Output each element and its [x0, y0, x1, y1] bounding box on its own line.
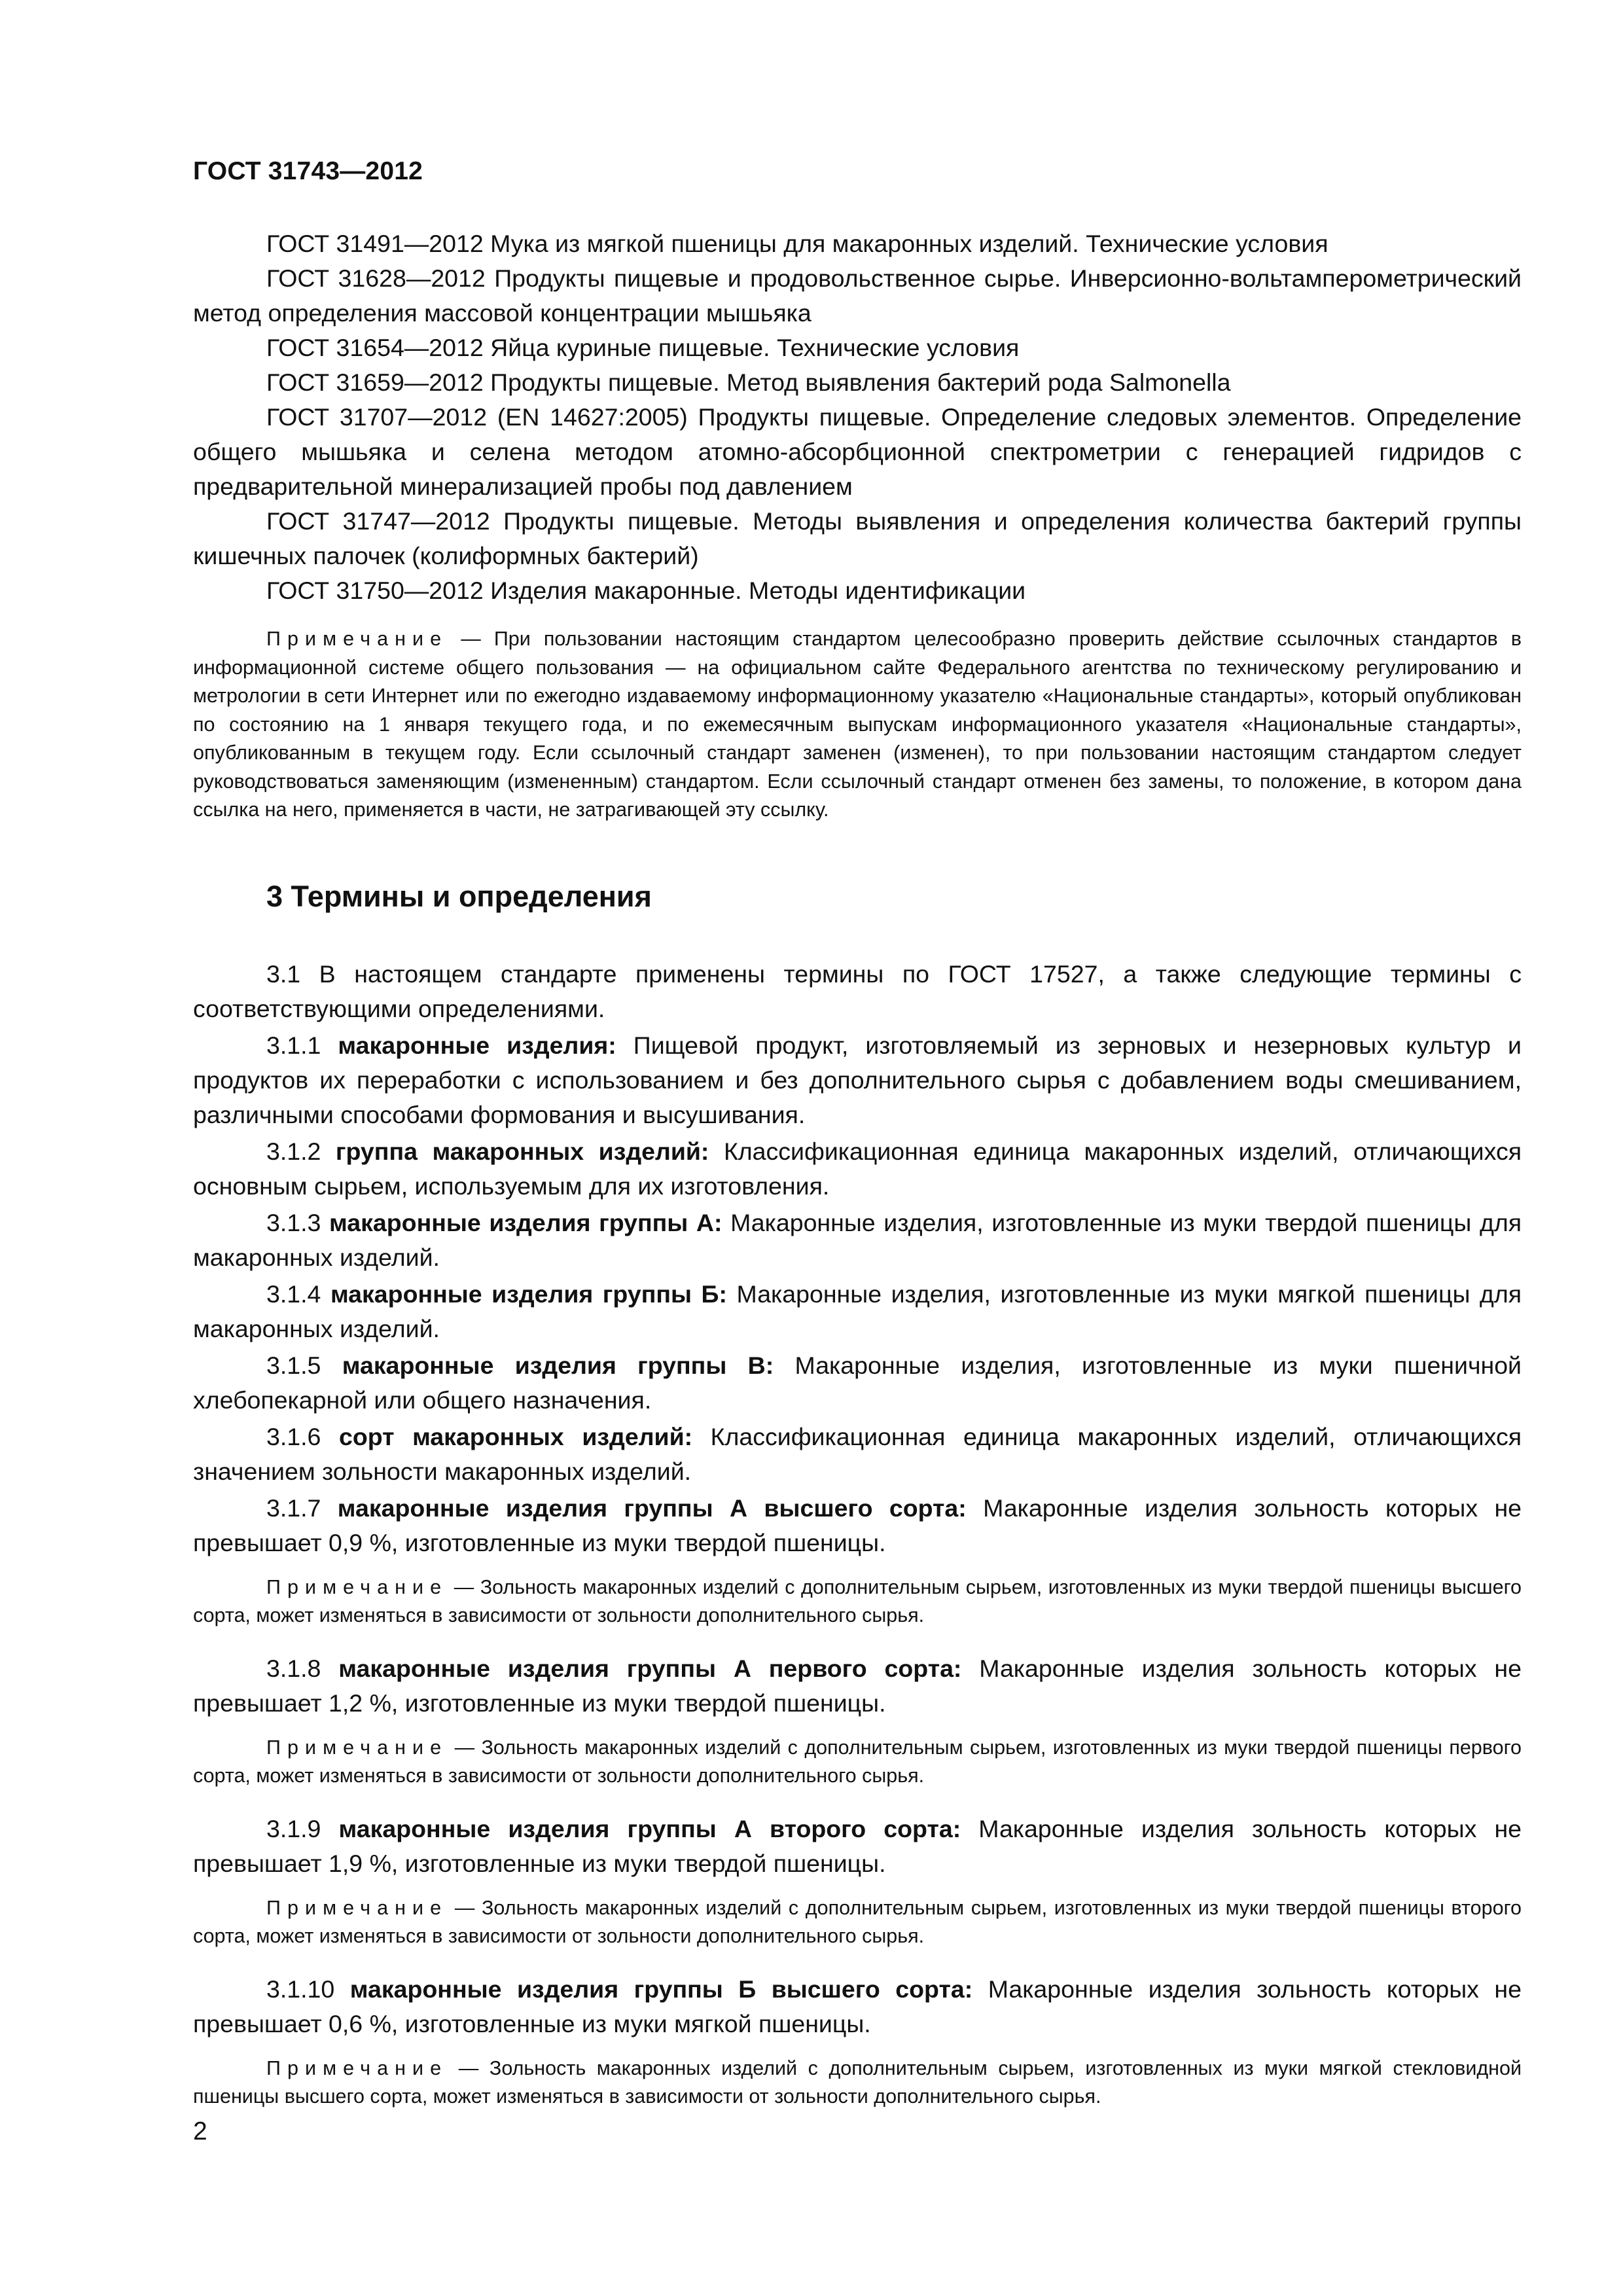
term-note: Примечание — Зольность макаронных изделий с дополнительным сырьем, изготовленных из муки твердой пшеницы первого сорта, может изменяться в зависимости от зольности дополнительного сырья. [193, 1736, 1522, 1787]
term-name: макаронные изделия группы А: [329, 1208, 722, 1236]
term-number: 3.1.2 [266, 1137, 321, 1165]
term-name: макаронные изделия группы А второго сорта: [338, 1814, 961, 1842]
term-entry [193, 1812, 1522, 1881]
term-definition: Классификационная единица макаронных изделий, отличающихся основным сырьем, используемым для их изготовления. [193, 1137, 1522, 1200]
terms-intro: 3.1 В настоящем стандарте применены термины по ГОСТ 17527, а также следующие термины с соответствующими определениями. [193, 960, 1522, 1022]
term-definition: Макаронные изделия зольность которых не превышает 1,9 %, изготовленные из муки твердой пшеницы. [193, 1814, 1522, 1877]
note-label: Примечание [266, 1896, 448, 1919]
term-name: группа макаронных изделий: [335, 1137, 709, 1165]
section-number: 3 [266, 879, 283, 913]
term-name: макаронные изделия группы А высшего сорта: [337, 1494, 967, 1522]
note-label: Примечание [266, 1736, 448, 1759]
note-text: Зольность макаронных изделий с дополнительным сырьем, изготовленных из муки мягкой стекловидной пшеницы высшего сорта, может изменяться в зависимости от зольности дополнительного сырья. [193, 2056, 1522, 2108]
term-note: Примечание — Зольность макаронных изделий с дополнительным сырьем, изготовленных из муки мягкой стекловидной пшеницы высшего сорта, может изменяться в зависимости от зольности дополнительного сырья. [193, 2056, 1522, 2108]
document-header: ГОСТ 31743—2012 [193, 157, 423, 185]
term-definition: Макаронные изделия зольность которых не превышает 0,6 %, изготовленные из муки мягкой пшеницы. [193, 1975, 1522, 2037]
term-number: 3.1.8 [266, 1654, 321, 1682]
term-note: Примечание — Зольность макаронных изделий с дополнительным сырьем, изготовленных из муки твердой пшеницы второго сорта, может изменяться в зависимости от зольности дополнительного сырья. [193, 1896, 1522, 1947]
term-entry [193, 1420, 1522, 1489]
term-definition: Классификационная единица макаронных изделий, отличающихся значением зольности макаронных изделий. [193, 1422, 1522, 1485]
term-number: 3.1.3 [266, 1208, 321, 1236]
section-title: Термины и определения [291, 879, 652, 913]
term-number: 3.1.6 [266, 1422, 321, 1450]
section-heading [266, 877, 1522, 916]
note-label: Примечание [266, 1575, 448, 1598]
term-entry [193, 1134, 1522, 1204]
term-entry [193, 1491, 1522, 1560]
terms-list [193, 957, 1522, 2111]
term-definition: Макаронные изделия зольность которых не превышает 0,9 %, изготовленные из муки твердой пшеницы. [193, 1494, 1522, 1556]
term-definition: Пищевой продукт, изготовляемый из зерновых и незерновых культур и продуктов их переработки с использованием и без дополнительного сырья с добавлением воды смешиванием, различными способами формования и высушивания. [193, 1031, 1522, 1128]
term-number: 3.1.10 [266, 1975, 335, 2003]
term-entry [193, 1277, 1522, 1346]
term-number: 3.1.1 [266, 1031, 321, 1059]
term-definition: Макаронные изделия, изготовленные из муки твердой пшеницы для макаронных изделий. [193, 1208, 1522, 1271]
note-text: Зольность макаронных изделий с дополнительным сырьем, изготовленных из муки твердой пшеницы второго сорта, может изменяться в зависимости от зольности дополнительного сырья. [193, 1896, 1522, 1947]
term-definition: Макаронные изделия, изготовленные из муки пшеничной хлебопекарной или общего назначения. [193, 1351, 1522, 1414]
term-entry [193, 1348, 1522, 1418]
term-number: 3.1.5 [266, 1351, 321, 1379]
term-note: Примечание — Зольность макаронных изделий с дополнительным сырьем, изготовленных из муки твердой пшеницы высшего сорта, может изменяться в зависимости от зольности дополнительного сырья. [193, 1575, 1522, 1626]
note-text: При пользовании настоящим стандартом целесообразно проверить действие ссылочных стандартов в информационной системе общего пользования — на официальном сайте Федерального агентства по техническому регулированию и метрологии в сети Интернет или по ежегодно издаваемому информационному указателю «Национальные стандарты», который опубликован по состоянию на 1 января текущего года, и по ежемесячным выпускам информационного указателя «Национальные стандарты», опубликованным в текущем году. Если ссылочный стандарт заменен (изменен), то при пользовании настоящим стандартом следует руководствоваться заменяющим (измененным) стандартом. Если ссылочный стандарт отменен без замены, то положение, в котором дана ссылка на него, применяется в части, не затрагивающей эту ссылку. [193, 628, 1522, 821]
reference-item: ГОСТ 31747—2012 Продукты пищевые. Методы выявления и определения количества бактерий группы кишечных палочек (колиформных бактерий) [193, 507, 1522, 569]
note-label: Примечание [266, 628, 448, 650]
term-entry [193, 1972, 1522, 2041]
note-label: Примечание [266, 2056, 448, 2079]
reference-item: ГОСТ 31707—2012 (EN 14627:2005) Продукты пищевые. Определение следовых элементов. Определение общего мышьяка и селена методом атомно-абсорбционной спектрометрии с генерацией гидридов с предварительной минерализацией пробы под давлением [193, 403, 1522, 500]
term-entry [193, 1206, 1522, 1275]
normative-references [193, 226, 1522, 608]
term-number: 3.1.7 [266, 1494, 321, 1522]
term-name: макаронные изделия группы А первого сорта: [338, 1654, 962, 1682]
term-name: макаронные изделия: [338, 1031, 616, 1059]
term-entry [193, 1651, 1522, 1721]
term-name: сорт макаронных изделий: [338, 1422, 693, 1450]
reference-item: ГОСТ 31491—2012 Мука из мягкой пшеницы для макаронных изделий. Технические условия [266, 230, 1329, 257]
term-name: макаронные изделия группы В: [342, 1351, 774, 1379]
term-definition: Макаронные изделия, изготовленные из муки мягкой пшеницы для макаронных изделий. [193, 1280, 1522, 1342]
term-definition: Макаронные изделия зольность которых не превышает 1,2 %, изготовленные из муки твердой пшеницы. [193, 1654, 1522, 1717]
term-name: макаронные изделия группы Б высшего сорта: [349, 1975, 973, 2003]
term-number: 3.1.4 [266, 1280, 321, 1308]
note-text: Зольность макаронных изделий с дополнительным сырьем, изготовленных из муки твердой пшеницы первого сорта, может изменяться в зависимости от зольности дополнительного сырья. [193, 1736, 1522, 1787]
references-note: Примечание — При пользовании настоящим стандартом целесообразно проверить действие ссылочных стандартов в информационной системе общего пользования — на официальном сайте Федерального агентства по техническому регулированию и метрологии в сети Интернет или по ежегодно издаваемому информационному указателю «Национальные стандарты», который опубликован по состоянию на 1 января текущего года, и по ежемесячным выпускам информационного указателя «Национальные стандарты», опубликованным в текущем году. Если ссылочный стандарт заменен (изменен), то при пользовании настоящим стандартом следует руководствоваться заменяющим (измененным) стандартом. Если ссылочный стандарт отменен без замены, то положение, в котором дана ссылка на него, применяется в части, не затрагивающей эту ссылку. [193, 628, 1522, 821]
document-page [193, 157, 1522, 2132]
reference-item: ГОСТ 31750—2012 Изделия макаронные. Методы идентификации [266, 577, 1026, 604]
reference-item: ГОСТ 31654—2012 Яйца куриные пищевые. Технические условия [266, 334, 1020, 361]
term-number: 3.1.9 [266, 1814, 321, 1842]
reference-item: ГОСТ 31628—2012 Продукты пищевые и продовольственное сырье. Инверсионно-вольтамперометрический метод определения массовой концентрации мышьяка [193, 264, 1522, 327]
term-entry [193, 1028, 1522, 1132]
note-text: Зольность макаронных изделий с дополнительным сырьем, изготовленных из муки твердой пшеницы высшего сорта, может изменяться в зависимости от зольности дополнительного сырья. [193, 1575, 1522, 1626]
page-number: 2 [193, 2117, 207, 2145]
reference-item: ГОСТ 31659—2012 Продукты пищевые. Метод выявления бактерий рода Salmonella [266, 368, 1231, 396]
term-name: макаронные изделия группы Б: [330, 1280, 727, 1308]
